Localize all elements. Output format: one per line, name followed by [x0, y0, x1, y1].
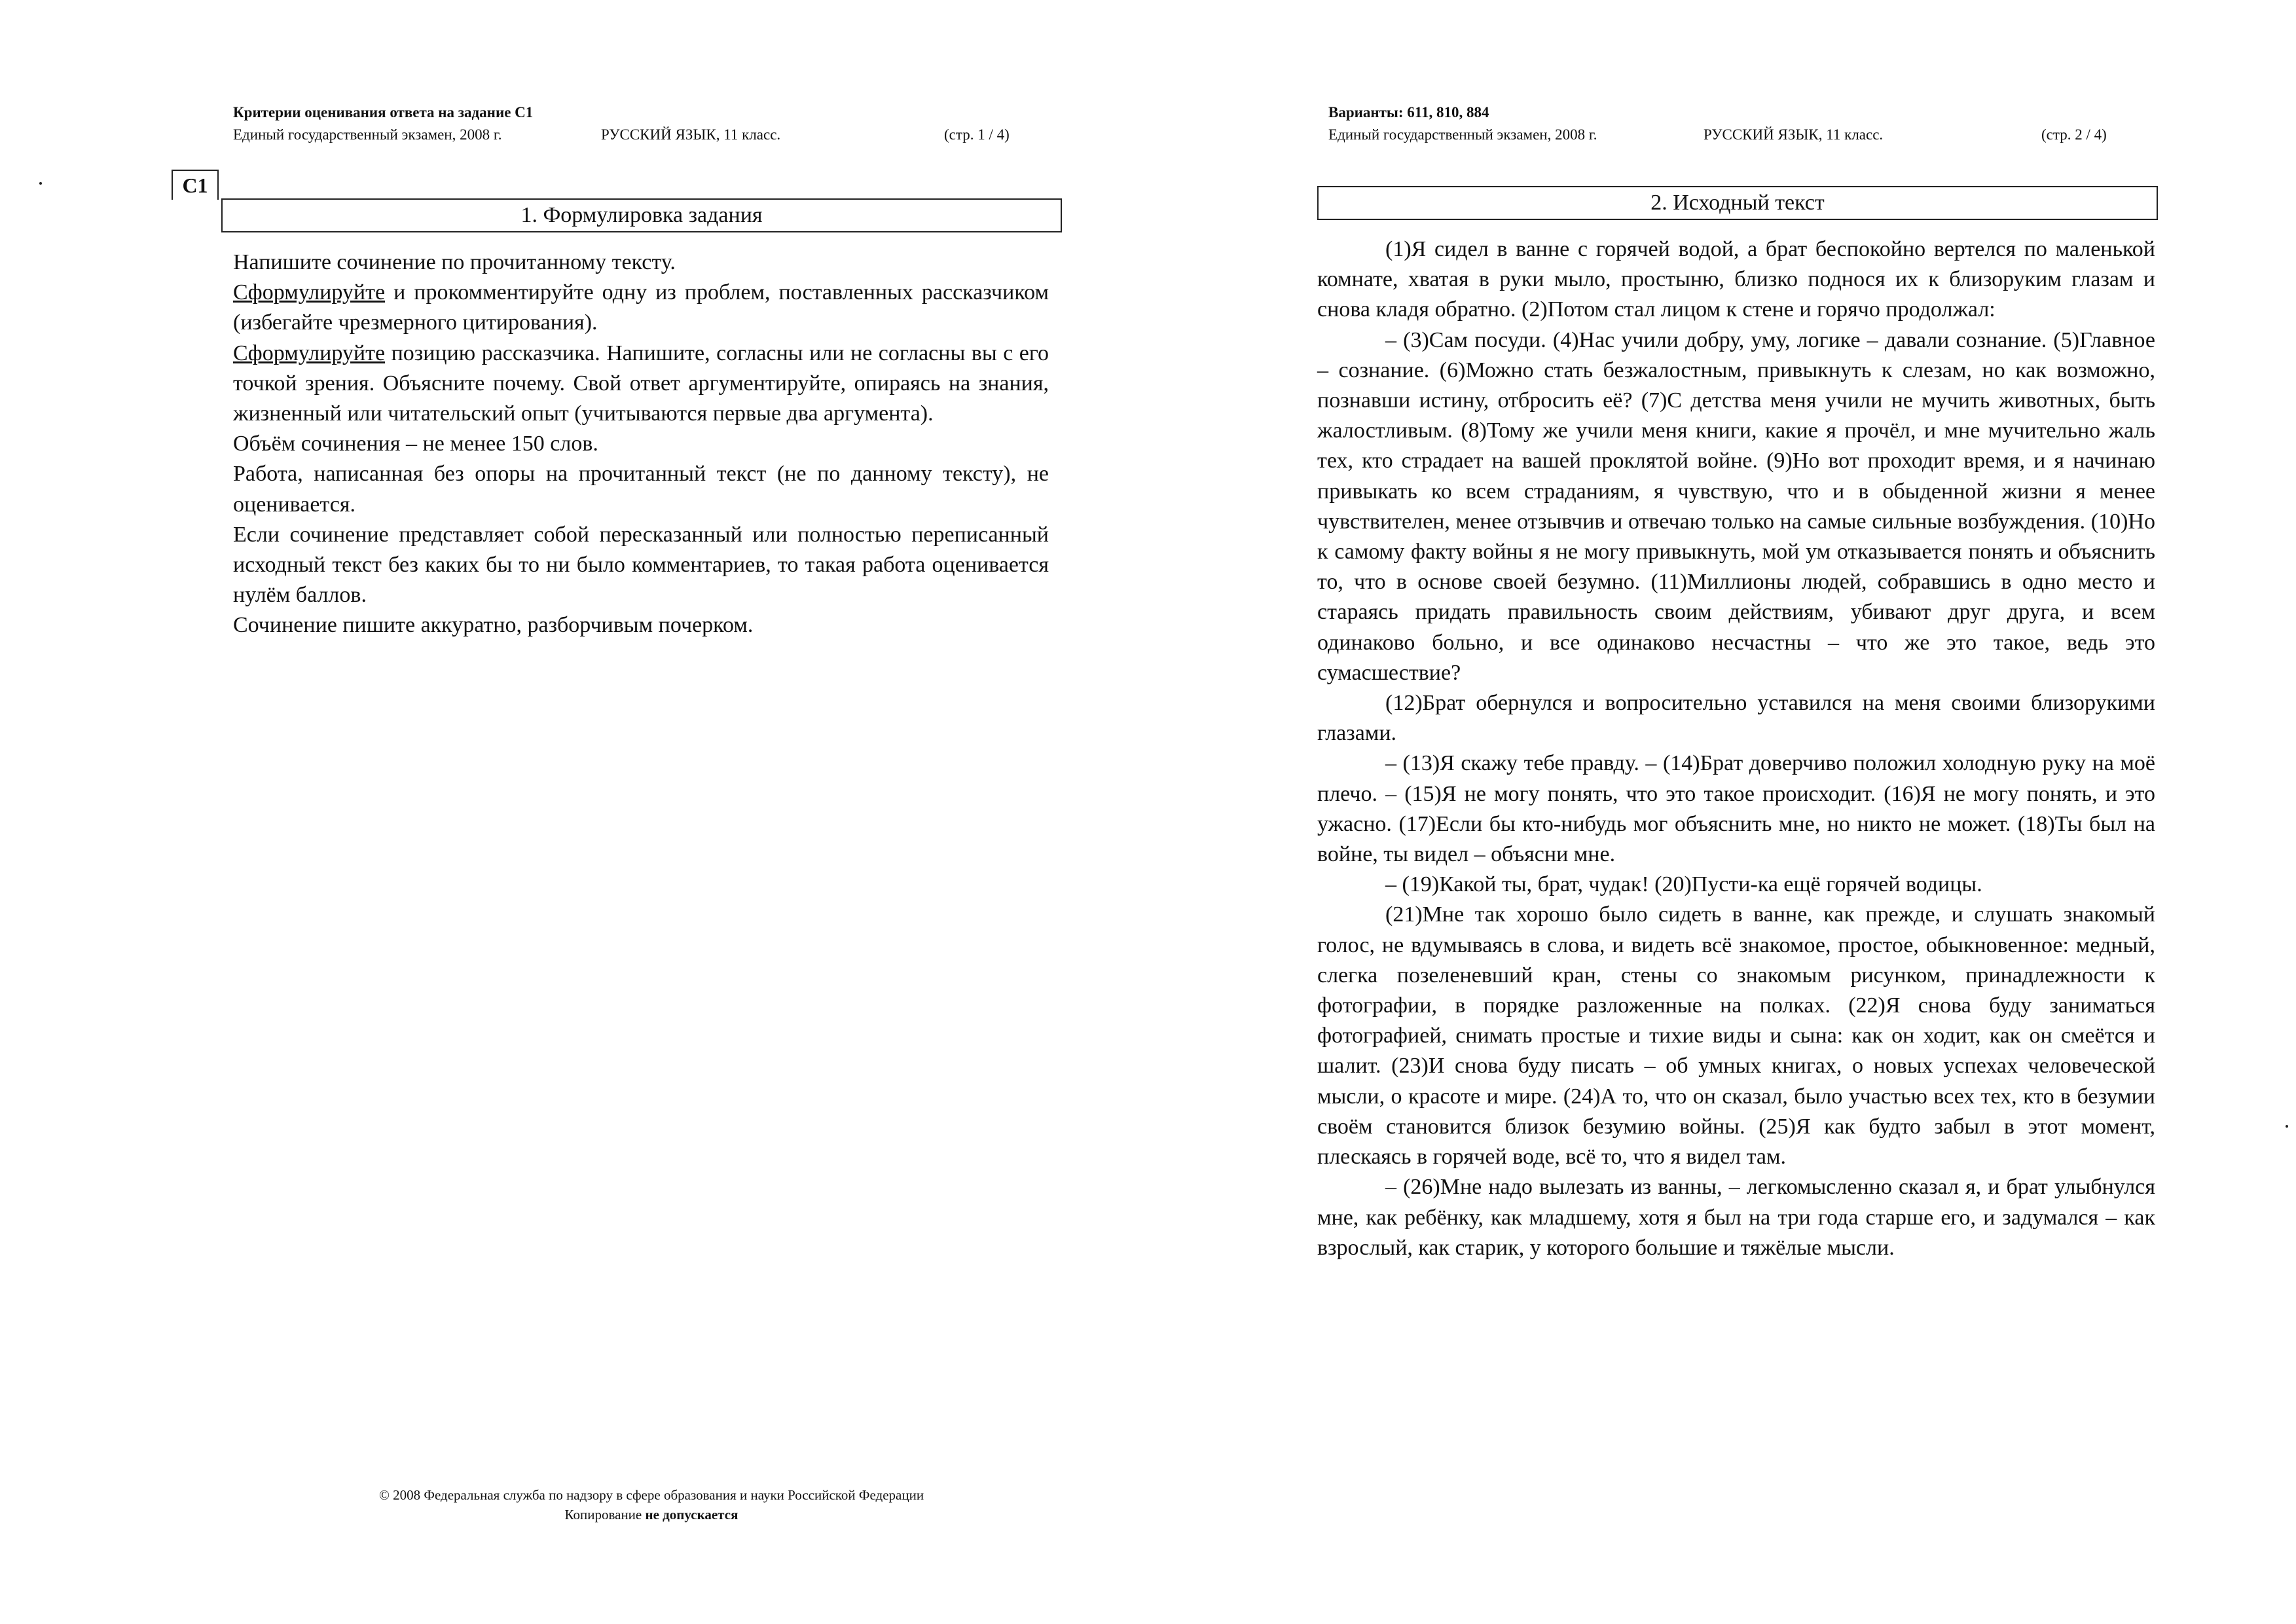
- underlined-verb: Сформулируйте: [233, 280, 386, 305]
- right-page: [1148, 0, 2296, 1624]
- task-paragraph: Работа, написанная без опоры на прочитанный текст (не по данному тексту), не оценивается.: [233, 462, 1049, 517]
- task-paragraph: Если сочинение представляет собой пересказанный или полностью переписанный исходный текст без каких бы то ни было комментариев, то такая работа оценивается нулём баллов.: [233, 522, 1049, 608]
- footer-copyright: © 2008 Федеральная служба по надзору в сфере образования и науки Российской Федерации: [378, 1487, 924, 1503]
- text-paragraph: (21)Мне так хорошо было сидеть в ванне, как прежде, и слушать знакомый голос, не вдумываясь в слова, и видеть всё знакомое, простое, обыкновенное: медный, слегка позеленевший кран, стены со знакомым рисунком, принадлежности к фотографии, в порядке разложенные на полках. (22)Я снова буду заниматься фотографией, снимать простые и тихие виды и сына: как он ходит, как он смеётся и шалит. (23)И снова буду писать – об умных книгах, о новых успехах человеческой мысли, о красоте и мире. (24)А то, что он сказал, было участью всех тех, кто в безумии своём становится близок безумию войны. (25)Я как будто забыл в этот момент, плескаясь в горячей воде, всё то, что я видел там.: [1317, 902, 2155, 1170]
- footer-copy-prefix: Копирование: [564, 1507, 646, 1522]
- footer-copy-bold: не допускается: [645, 1507, 738, 1522]
- task-paragraph-rest: и прокомментируйте одну из проблем, поставленных рассказчиком (избегайте чрезмерного цитирования).: [233, 280, 1049, 335]
- section-title: 2. Исходный текст: [1317, 186, 2158, 220]
- footer: [308, 1485, 995, 1524]
- footer-copy-notice: [308, 1505, 995, 1524]
- text-paragraph: – (13)Я скажу тебе правду. – (14)Брат доверчиво положил холодную руку на моё плечо. – (15)Я не могу понять, что это такое происходит. (16)Я не могу понять, и это ужасно. (17)Если бы кто-нибудь мог объяснить мне, но никто не может. (18)Ты был на войне, ты видел – объясни мне.: [1317, 751, 2155, 867]
- text-paragraph: – (19)Какой ты, брат, чудак! (20)Пусти-ка ещё горячей водицы.: [1385, 872, 1982, 897]
- subject-label: РУССКИЙ ЯЗЫК, 11 класс.: [1704, 126, 1884, 143]
- underlined-verb: Сформулируйте: [233, 341, 386, 365]
- criteria-title: Критерии оценивания ответа на задание С1: [233, 104, 534, 120]
- task-paragraph: [233, 339, 1049, 430]
- task-paragraph-rest: позицию рассказчика. Напишите, согласны или не согласны вы с его точкой зрения. Объясните почему. Свой ответ аргументируйте, опираясь на знания, жизненный или читательский опыт (учитываются первые два аргумента).: [233, 341, 1049, 426]
- task-line: Сочинение пишите аккуратно, разборчивым почерком.: [233, 613, 754, 638]
- scan-speck: [39, 182, 42, 185]
- text-paragraph: – (26)Мне надо вылезать из ванны, – легкомысленно сказал я, и брат улыбнулся мне, как ребёнку, как младшему, хотя я был на три года старше его, и задумался – как взрослый, как старик, у которого большие и тяжёлые мысли.: [1317, 1175, 2155, 1260]
- exam-name: Единый государственный экзамен, 2008 г.: [233, 126, 502, 143]
- task-text: [233, 248, 1049, 641]
- section-title: 1. Формулировка задания: [221, 198, 1062, 232]
- task-line: Объём сочинения – не менее 150 слов.: [233, 432, 598, 456]
- text-paragraph: (12)Брат обернулся и вопросительно уставился на меня своими близорукими глазами.: [1317, 691, 2155, 746]
- scan-speck: [2286, 1125, 2288, 1128]
- variants-label: Варианты: 611, 810, 884: [1328, 104, 1489, 120]
- exam-name: Единый государственный экзамен, 2008 г.: [1328, 126, 1597, 143]
- subject-label: РУССКИЙ ЯЗЫК, 11 класс.: [601, 126, 781, 143]
- text-paragraph: (1)Я сидел в ванне с горячей водой, а брат беспокойно вертелся по маленькой комнате, хватая в руки мыло, простыню, близко поднося их к близоруким глазам и снова кладя обратно. (2)Потом стал лицом к стене и горячо продолжал:: [1317, 237, 2155, 322]
- task-code-box: С1: [172, 170, 219, 200]
- page-number: (стр. 1 / 4): [944, 126, 1010, 143]
- task-paragraph: [233, 278, 1049, 338]
- source-text: [1317, 234, 2155, 1263]
- task-line: Напишите сочинение по прочитанному тексту.: [233, 250, 676, 274]
- page-number: (стр. 2 / 4): [2041, 126, 2107, 143]
- text-paragraph: – (3)Сам посуди. (4)Нас учили добру, уму, логике – давали сознание. (5)Главное – сознание. (6)Можно стать безжалостным, привыкнуть к слезам, но как возможно, познавши истину, отбросить её? (7)С детства меня учили не мучить животных, быть жалостливым. (8)Тому же учили меня книги, какие я прочёл, и мне мучительно жаль тех, кто страдает на вашей проклятой войне. (9)Но вот проходит время, и я начинаю привыкать ко всем страданиям, я чувствую, что и в обыденной жизни я менее чувствителен, менее отзывчив и отвечаю только на самые сильные возбуждения. (10)Но к самому факту войны я не могу привыкнуть, мой ум отказывается понять и объяснить то, что в основе своей безумно. (11)Миллионы людей, собравшись в одно место и стараясь придать правильность своим действиям, убивают друг друга, и всем одинаково больно, и все одинаково несчастны – что же это такое, ведь это сумасшествие?: [1317, 327, 2155, 685]
